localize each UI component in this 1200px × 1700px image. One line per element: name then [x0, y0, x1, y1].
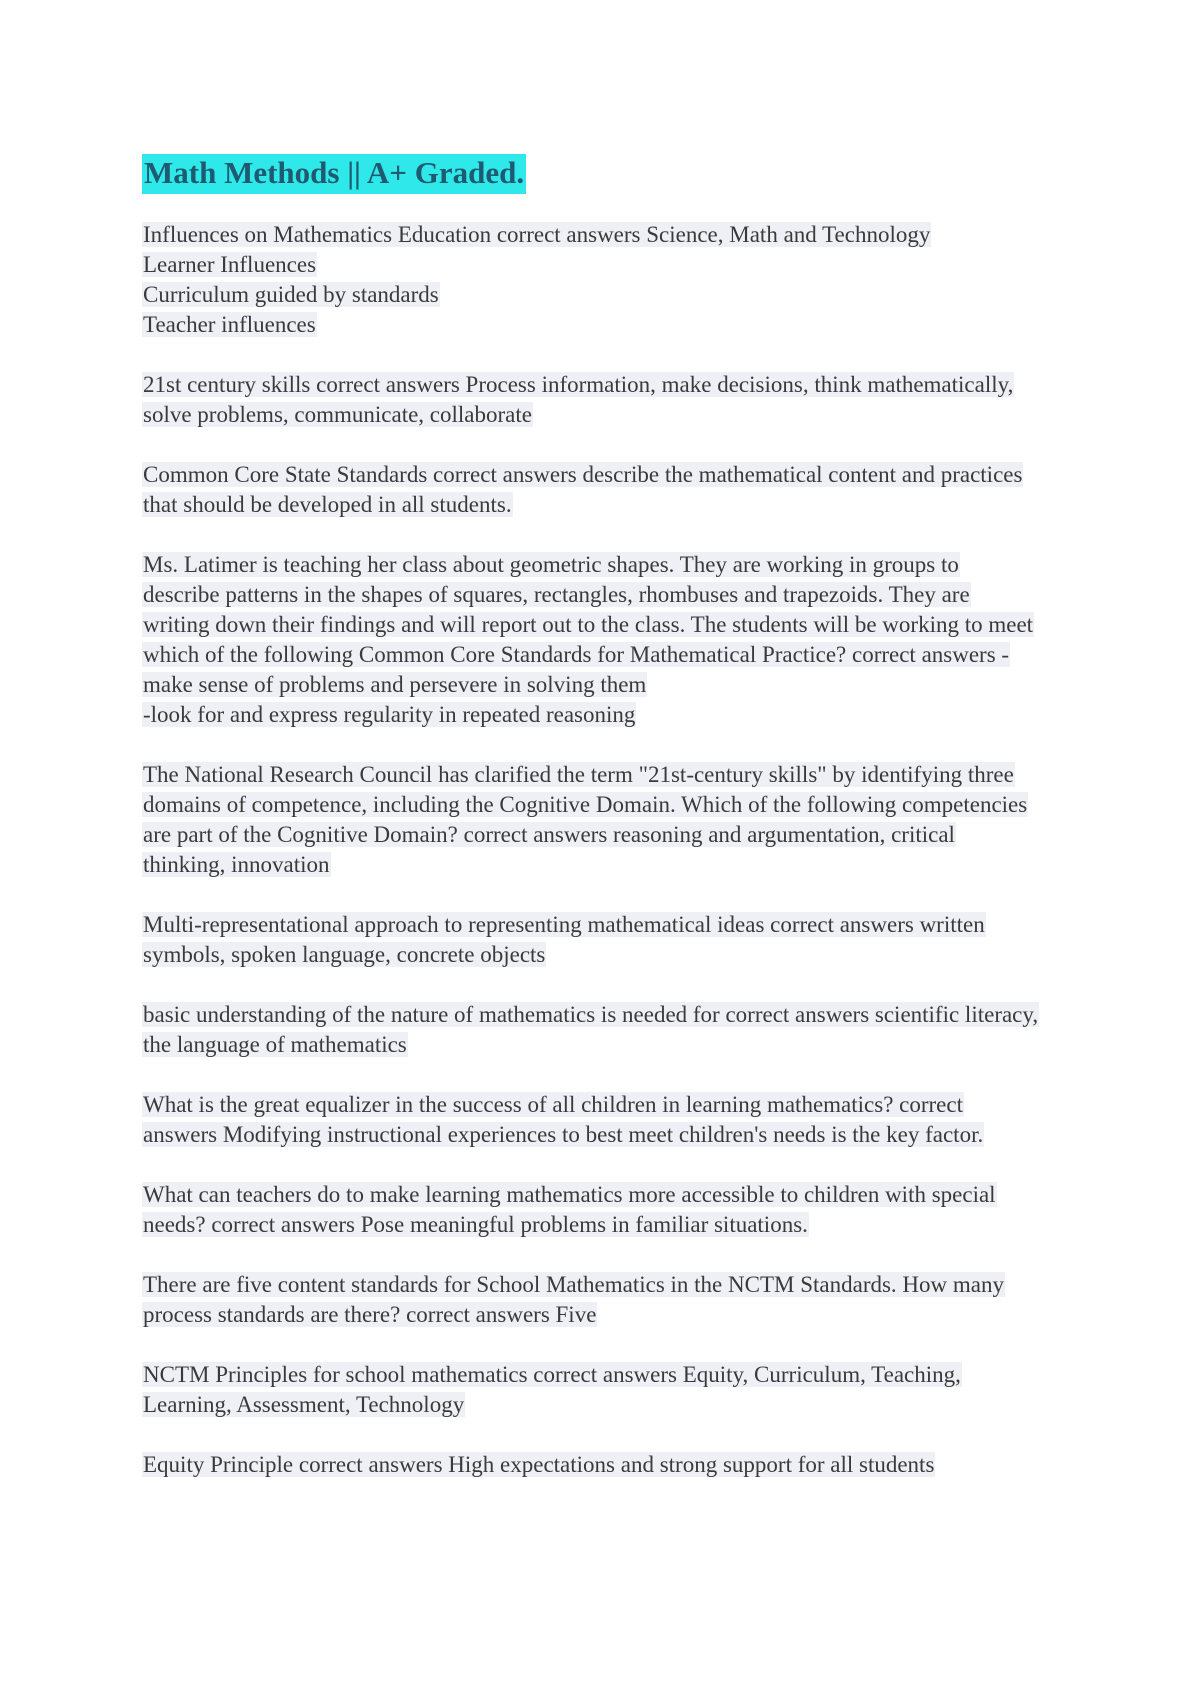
qa-line-text: writing down their findings and will report out to the class. The students will be working to meet: [143, 612, 1034, 637]
qa-line-text: that should be developed in all students.: [143, 492, 512, 517]
qa-item: [142, 1000, 1082, 1060]
qa-line: [142, 820, 1082, 850]
qa-line: [142, 280, 1082, 310]
qa-line: [142, 1030, 1082, 1060]
qa-line-text: Common Core State Standards correct answers describe the mathematical content and practices: [143, 462, 1023, 487]
qa-line-text: What is the great equalizer in the success of all children in learning mathematics? correct: [143, 1092, 963, 1117]
qa-item: [142, 1360, 1082, 1420]
qa-line: [142, 640, 1082, 670]
qa-line-text: What can teachers do to make learning mathematics more accessible to children with special: [143, 1182, 996, 1207]
qa-line: [142, 1270, 1082, 1300]
qa-line: [142, 1360, 1082, 1390]
qa-line-text: Influences on Mathematics Education correct answers Science, Math and Technology: [143, 222, 931, 247]
qa-line-text: thinking, innovation: [143, 852, 330, 877]
qa-line: [142, 1000, 1082, 1030]
qa-line-text: needs? correct answers Pose meaningful problems in familiar situations.: [143, 1212, 808, 1237]
qa-line-text: Learner Influences: [143, 252, 317, 277]
qa-line: [142, 1450, 1082, 1480]
qa-line-text: Equity Principle correct answers High expectations and strong support for all students: [143, 1452, 935, 1477]
document-content: [142, 154, 1082, 1510]
qa-line-text: 21st century skills correct answers Process information, make decisions, think mathematically,: [143, 372, 1014, 397]
qa-line: [142, 670, 1082, 700]
qa-line: [142, 1120, 1082, 1150]
qa-line-text: symbols, spoken language, concrete objects: [143, 942, 546, 967]
qa-line: [142, 700, 1082, 730]
qa-line-text: answers Modifying instructional experiences to best meet children's needs is the key factor.: [143, 1122, 984, 1147]
qa-item: [142, 760, 1082, 880]
qa-item: [142, 1090, 1082, 1150]
qa-line: [142, 940, 1082, 970]
qa-line: [142, 580, 1082, 610]
qa-item: [142, 220, 1082, 340]
qa-line-text: solve problems, communicate, collaborate: [143, 402, 532, 427]
qa-line-text: process standards are there? correct answers Five: [143, 1302, 597, 1327]
qa-line: [142, 550, 1082, 580]
qa-item: [142, 910, 1082, 970]
qa-line: [142, 760, 1082, 790]
qa-item: [142, 1180, 1082, 1240]
qa-item: [142, 460, 1082, 520]
qa-line-text: Multi-representational approach to representing mathematical ideas correct answers written: [143, 912, 985, 937]
qa-line: [142, 220, 1082, 250]
qa-line-text: Learning, Assessment, Technology: [143, 1392, 465, 1417]
qa-item: [142, 370, 1082, 430]
qa-item: [142, 1270, 1082, 1330]
qa-line-text: Curriculum guided by standards: [143, 282, 439, 307]
qa-line: [142, 490, 1082, 520]
qa-line-text: which of the following Common Core Standards for Mathematical Practice? correct answers -: [143, 642, 1010, 667]
document-title: Math Methods || A+ Graded.: [142, 154, 526, 194]
qa-line-text: There are five content standards for School Mathematics in the NCTM Standards. How many: [143, 1272, 1004, 1297]
qa-line: [142, 310, 1082, 340]
qa-line: [142, 1180, 1082, 1210]
qa-line-text: NCTM Principles for school mathematics correct answers Equity, Curriculum, Teaching,: [143, 1362, 961, 1387]
qa-line-text: domains of competence, including the Cognitive Domain. Which of the following competencies: [143, 792, 1028, 817]
qa-line-text: the language of mathematics: [143, 1032, 407, 1057]
qa-line: [142, 790, 1082, 820]
qa-line: [142, 460, 1082, 490]
qa-line: [142, 850, 1082, 880]
qa-item: [142, 1450, 1082, 1480]
qa-line: [142, 1090, 1082, 1120]
qa-line-text: Teacher influences: [143, 312, 316, 337]
qa-line-text: describe patterns in the shapes of squares, rectangles, rhombuses and trapezoids. They are: [143, 582, 970, 607]
qa-line: [142, 910, 1082, 940]
qa-line: [142, 610, 1082, 640]
qa-line: [142, 1300, 1082, 1330]
qa-line-text: basic understanding of the nature of mathematics is needed for correct answers scientific literacy,: [143, 1002, 1039, 1027]
qa-line-text: are part of the Cognitive Domain? correct answers reasoning and argumentation, critical: [143, 822, 955, 847]
qa-line-text: -look for and express regularity in repeated reasoning: [143, 702, 636, 727]
qa-line-text: The National Research Council has clarified the term "21st-century skills" by identifying three: [143, 762, 1014, 787]
qa-line: [142, 1210, 1082, 1240]
qa-line: [142, 400, 1082, 430]
qa-line: [142, 1390, 1082, 1420]
qa-line-text: make sense of problems and persevere in solving them: [143, 672, 647, 697]
qa-list: [142, 220, 1082, 1480]
qa-line: [142, 250, 1082, 280]
qa-item: [142, 550, 1082, 730]
qa-line: [142, 370, 1082, 400]
qa-line-text: Ms. Latimer is teaching her class about geometric shapes. They are working in groups to: [143, 552, 959, 577]
